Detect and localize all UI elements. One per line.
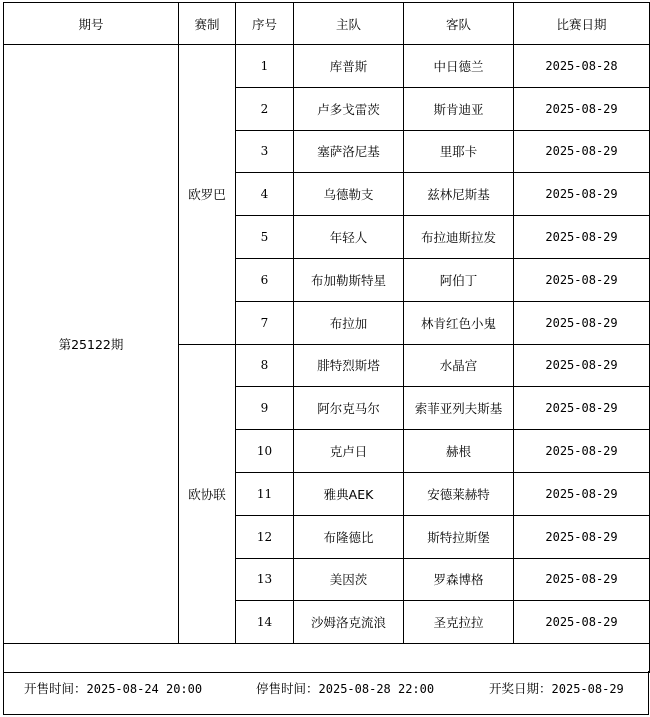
seq-cell: 8	[236, 344, 294, 387]
home-team-cell: 阿尔克马尔	[294, 387, 404, 430]
away-team-cell: 里耶卡	[404, 130, 514, 173]
seq-cell: 11	[236, 472, 294, 515]
home-team-cell: 雅典AEK	[294, 472, 404, 515]
match-table	[3, 2, 650, 673]
seq-cell: 7	[236, 301, 294, 344]
away-team-cell: 斯特拉斯堡	[404, 515, 514, 558]
competition-cell: 欧协联	[179, 344, 236, 644]
seq-cell: 1	[236, 45, 294, 88]
date-cell: 2025-08-29	[514, 515, 650, 558]
date-cell: 2025-08-29	[514, 173, 650, 216]
home-team-cell: 乌德勒支	[294, 173, 404, 216]
away-team-cell: 水晶宫	[404, 344, 514, 387]
seq-cell: 6	[236, 258, 294, 301]
home-team-cell: 库普斯	[294, 45, 404, 88]
seq-cell: 2	[236, 87, 294, 130]
away-team-cell: 兹林尼斯基	[404, 173, 514, 216]
home-team-cell: 腓特烈斯塔	[294, 344, 404, 387]
away-team-cell: 罗森博格	[404, 558, 514, 601]
table-row	[4, 45, 650, 88]
sale-stop-info	[256, 679, 434, 697]
home-team-cell: 塞萨洛尼基	[294, 130, 404, 173]
date-cell: 2025-08-29	[514, 601, 650, 644]
sale-stop-value: 2025-08-28 22:00	[318, 682, 435, 696]
seq-cell: 12	[236, 515, 294, 558]
competition-cell: 欧罗巴	[179, 45, 236, 345]
header-seq: 序号	[236, 3, 294, 45]
seq-cell: 4	[236, 173, 294, 216]
date-cell: 2025-08-29	[514, 87, 650, 130]
sale-stop-label: 停售时间：	[256, 681, 319, 696]
draw-date-info	[489, 679, 624, 697]
home-team-cell: 克卢日	[294, 430, 404, 473]
date-cell: 2025-08-29	[514, 472, 650, 515]
home-team-cell: 布加勒斯特星	[294, 258, 404, 301]
away-team-cell: 安德莱赫特	[404, 472, 514, 515]
date-cell: 2025-08-29	[514, 301, 650, 344]
seq-cell: 5	[236, 216, 294, 259]
away-team-cell: 赫根	[404, 430, 514, 473]
blank-row	[4, 644, 650, 673]
date-cell: 2025-08-29	[514, 387, 650, 430]
period-cell: 第25122期	[4, 45, 179, 644]
draw-date-label: 开奖日期：	[489, 681, 552, 696]
seq-cell: 10	[236, 430, 294, 473]
sale-start-label: 开售时间：	[24, 681, 87, 696]
seq-cell: 13	[236, 558, 294, 601]
home-team-cell: 卢多戈雷茨	[294, 87, 404, 130]
header-competition: 赛制	[179, 3, 236, 45]
date-cell: 2025-08-29	[514, 216, 650, 259]
away-team-cell: 阿伯丁	[404, 258, 514, 301]
home-team-cell: 布拉加	[294, 301, 404, 344]
blank-cell	[4, 644, 650, 673]
header-period: 期号	[4, 3, 179, 45]
sale-info-footer	[3, 671, 649, 715]
home-team-cell: 布隆德比	[294, 515, 404, 558]
home-team-cell: 沙姆洛克流浪	[294, 601, 404, 644]
sale-start-value: 2025-08-24 20:00	[86, 682, 203, 696]
away-team-cell: 斯肯迪亚	[404, 87, 514, 130]
header-away: 客队	[404, 3, 514, 45]
home-team-cell: 美因茨	[294, 558, 404, 601]
header-row	[4, 3, 650, 45]
away-team-cell: 林肯红色小鬼	[404, 301, 514, 344]
date-cell: 2025-08-28	[514, 45, 650, 88]
date-cell: 2025-08-29	[514, 258, 650, 301]
away-team-cell: 圣克拉拉	[404, 601, 514, 644]
header-home: 主队	[294, 3, 404, 45]
away-team-cell: 中日德兰	[404, 45, 514, 88]
home-team-cell: 年轻人	[294, 216, 404, 259]
date-cell: 2025-08-29	[514, 344, 650, 387]
date-cell: 2025-08-29	[514, 558, 650, 601]
date-cell: 2025-08-29	[514, 130, 650, 173]
seq-cell: 9	[236, 387, 294, 430]
draw-date-value: 2025-08-29	[551, 682, 624, 696]
header-date: 比赛日期	[514, 3, 650, 45]
away-team-cell: 索菲亚列夫斯基	[404, 387, 514, 430]
away-team-cell: 布拉迪斯拉发	[404, 216, 514, 259]
seq-cell: 3	[236, 130, 294, 173]
seq-cell: 14	[236, 601, 294, 644]
sale-start-info	[24, 679, 202, 697]
date-cell: 2025-08-29	[514, 430, 650, 473]
